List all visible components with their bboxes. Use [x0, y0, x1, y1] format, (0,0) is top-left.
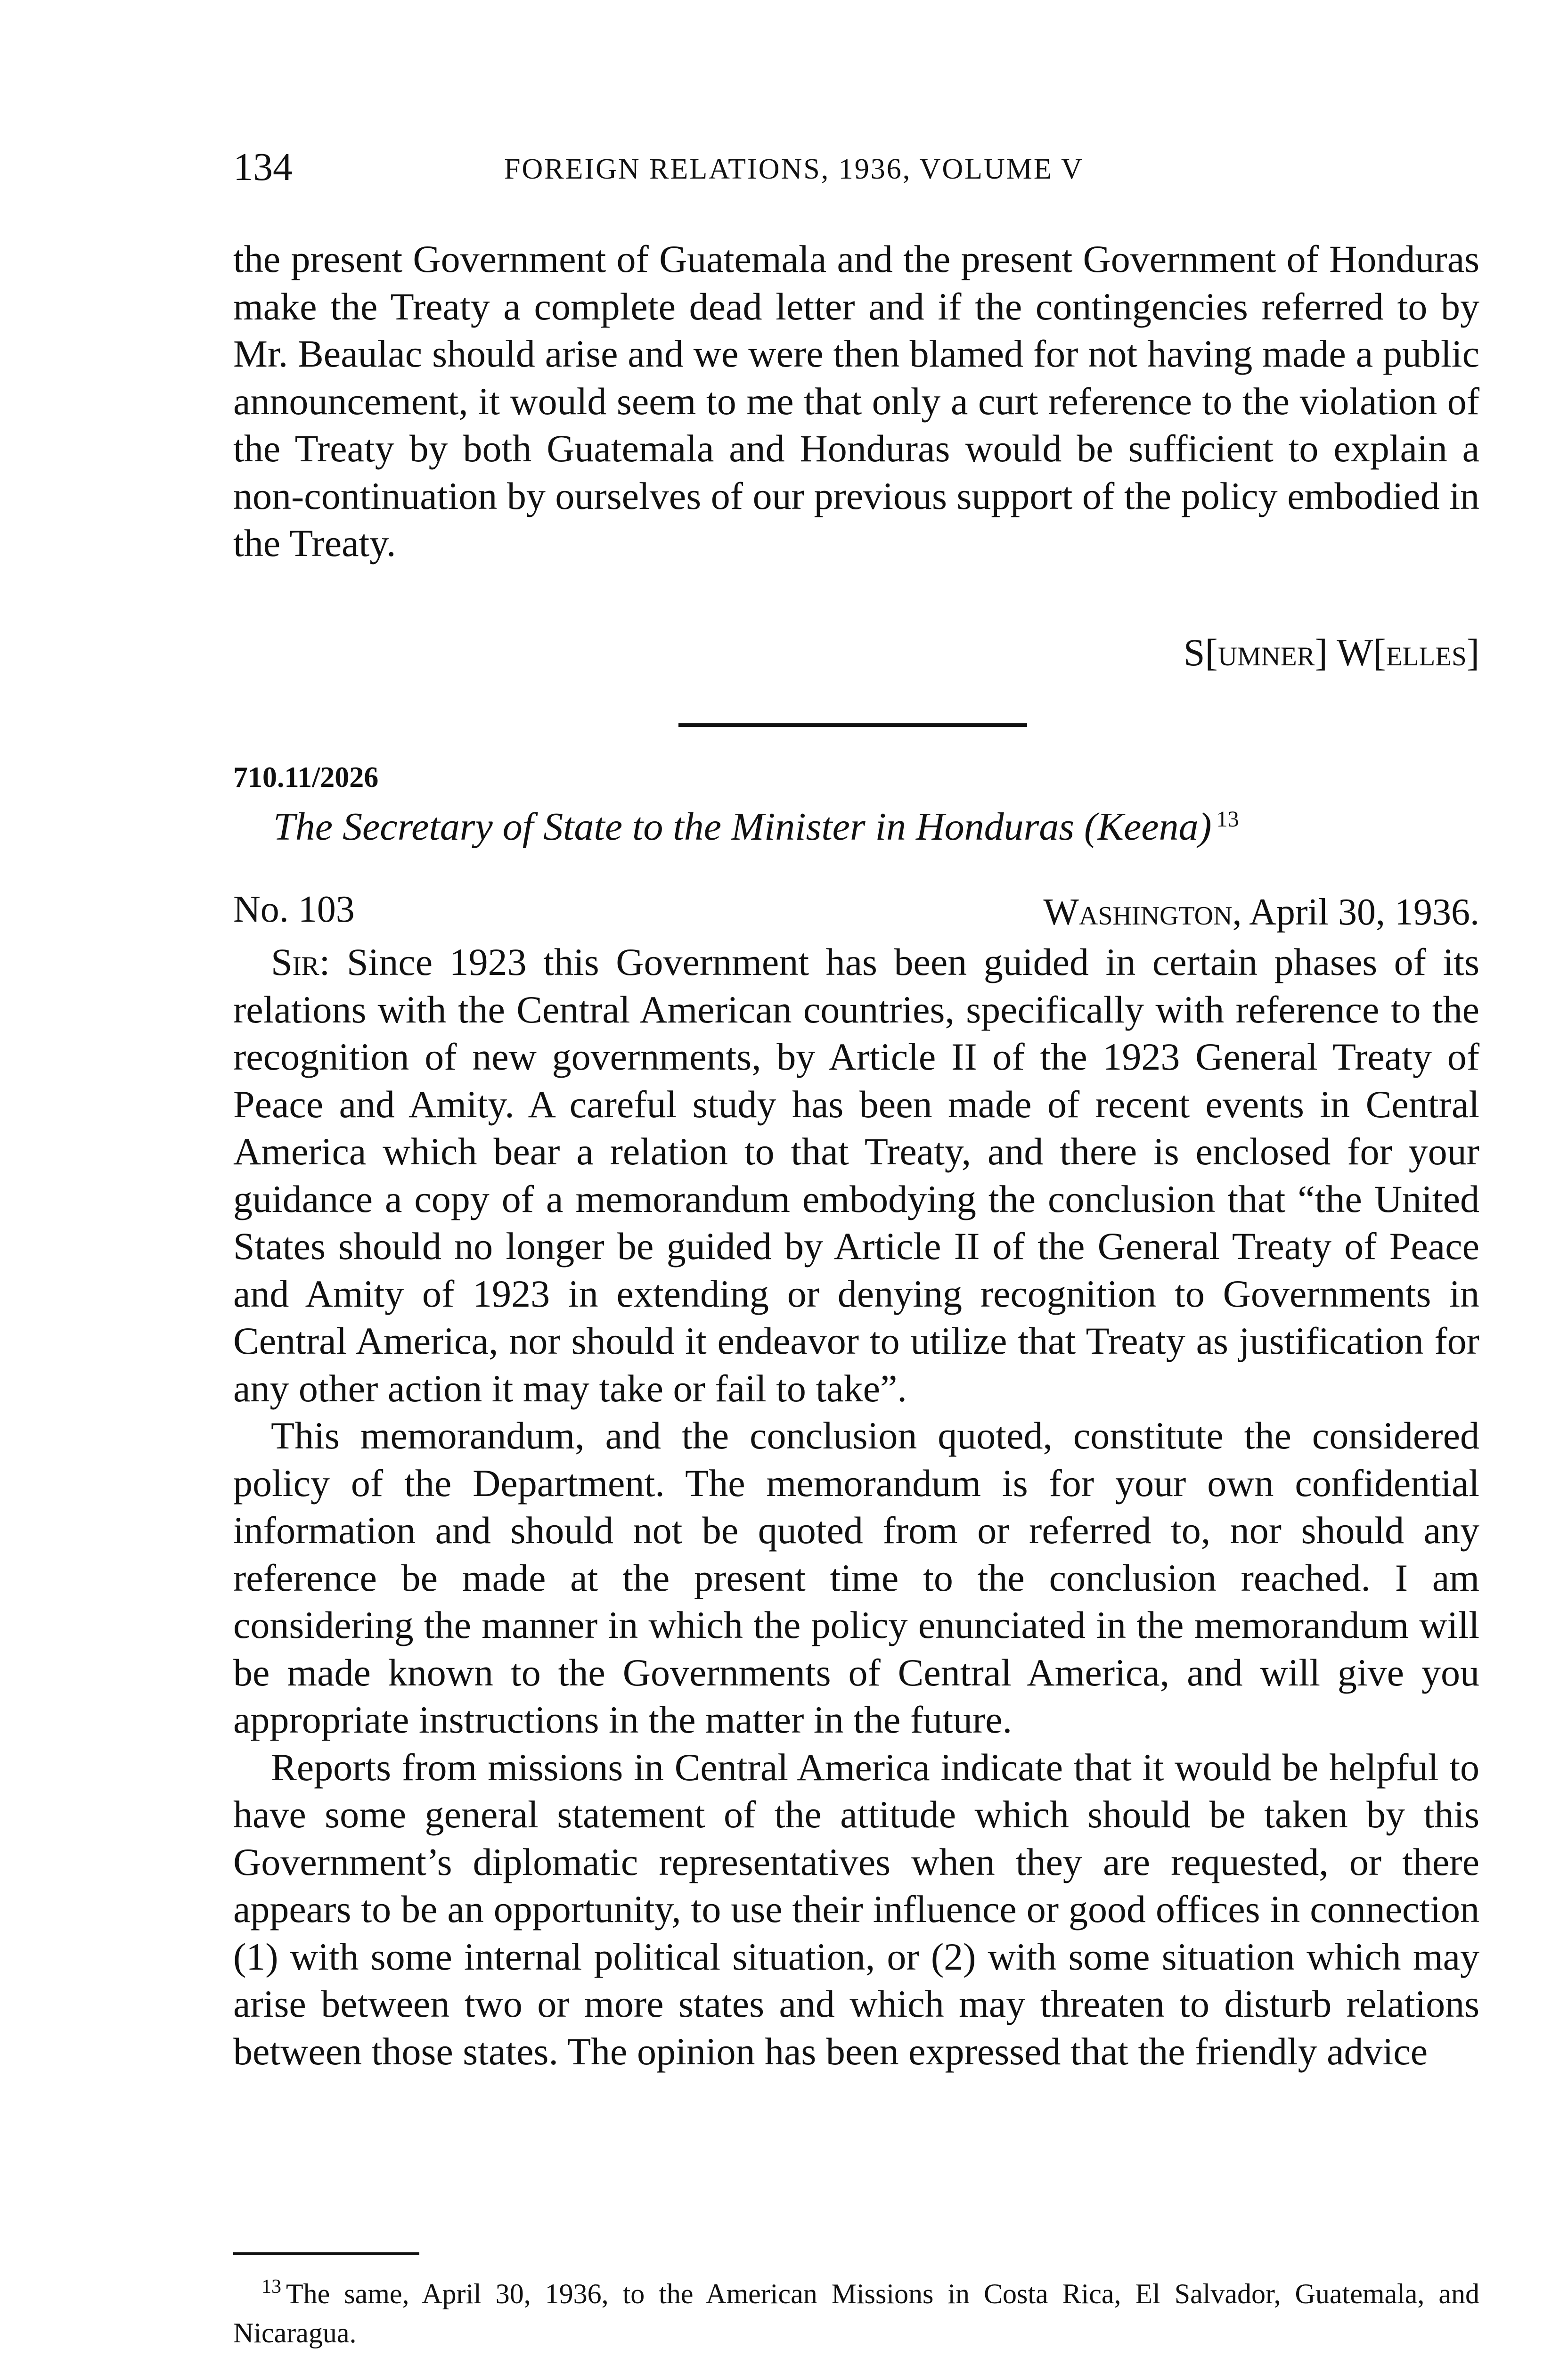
page-number: 134 — [233, 145, 293, 189]
letter-paragraph-3: Reports from missions in Central America indicate that it would be helpful to have some general statement of the attitude which should be taken by this Government’s diplomatic representatives when they are requested, or there appears to be an opportunity, to use their influence or good offices in connection (1) with some internal political situation, or (2) with some situation which may arise between two or more states and which may threaten to disturb relations between those states. The opinion has been expressed that the friendly advice — [233, 1745, 1479, 2073]
dateline — [1043, 889, 1479, 936]
document-title: The Secretary of State to the Minister in Honduras (Keena) $^{13}$ — [273, 805, 1239, 849]
section-divider — [678, 723, 1027, 727]
running-head: FOREIGN RELATIONS, 1936, VOLUME V — [504, 153, 1084, 185]
dateline-date: , April 30, 1936. — [1232, 892, 1479, 933]
letter-paragraph-1: Sir: Since 1923 this Government has been guided in certain phases of its relations with the Central American countries, specifically with reference to the recognition of new governments, by Article II of the 1923 General Treaty of Peace and Amity. A careful study has been made of recent events in Central America which bear a relation to that Treaty, and there is enclosed for your guidance a copy of a memorandum embodying the conclusion that “the United States should no longer be guided by Article II of the General Treaty of Peace and Amity of 1923 in extending or denying recognition to Governments in Central America, nor should it endeavor to utilize that Treaty as justification for any other action it may take or fail to take”. — [233, 941, 1479, 1410]
file-number: 710.11/2026 — [233, 761, 379, 794]
page-header — [233, 141, 1479, 198]
footnote-reference: 13 — [1216, 807, 1239, 832]
letter-paragraph-2: This memorandum, and the conclusion quoted, constitute the considered policy of the Department. The memorandum is for your own confidential information and should not be quoted from or referred to, nor should any reference be made at the present time to the conclusion reached. I am considering the manner in which the policy enunciated in the memorandum will be made known to the Governments of Central America, and will give you appropriate instructions in the matter in the future. — [233, 1414, 1479, 1741]
footnote-divider — [233, 2252, 419, 2255]
signature: S[umner] W[elles] — [1183, 631, 1479, 674]
continuation-paragraph: the present Government of Guatemala and the present Government of Honduras make the Treaty a complete dead letter and if the contingencies referred to by Mr. Beaulac should arise and we were then blamed for not having made a public announcement, it would seem to me that only a curt reference to the violation of the Treaty by both Guatemala and Honduras would be sufficient to explain a non-continuation by ourselves of our previous support of the policy embodied in the Treaty. — [233, 237, 1479, 564]
footnote-text: The same, April 30, 1936, to the American Missions in Costa Rica, El Salvador, Guatemala, and Nicaragua. — [233, 2278, 1479, 2348]
letter-body — [233, 939, 1479, 2075]
footnote — [233, 2276, 1479, 2351]
salutation: Sir — [271, 941, 319, 983]
document-number: No. 103 — [233, 889, 355, 930]
footnote-mark: 13 — [261, 2276, 281, 2298]
dateline-place: Washington — [1043, 892, 1233, 933]
